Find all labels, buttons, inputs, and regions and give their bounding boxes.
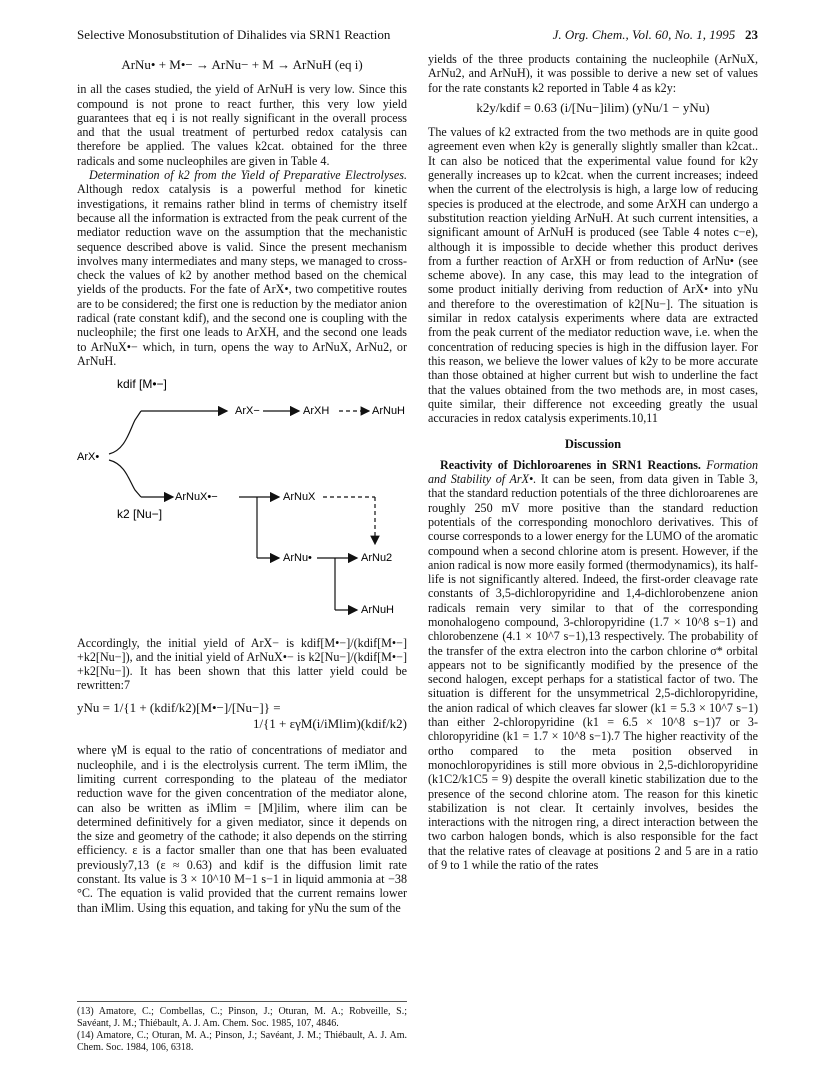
footnote-13: (13) Amatore, C.; Combellas, C.; Pinson, J.; Oturan, M. A.; Robveille, S.; Savéant, J. M.; Thiébault, A. J. Am. Chem. Soc. 1985, 107, 4846. <box>77 1006 407 1029</box>
right-column <box>428 52 758 872</box>
run-in-heading: Determination of k2 from the Yield of Preparative Electrolyses. <box>89 168 407 183</box>
paragraph <box>77 168 407 368</box>
equation-ynu: yNu = 1/{1 + (kdif/k2)[M•−]/[Nu−]} = <box>77 699 281 715</box>
page-number: 23 <box>745 27 758 42</box>
left-column <box>77 52 407 915</box>
scheme-arnuh-top: ArNuH <box>372 405 406 418</box>
footnotes <box>77 1001 407 1054</box>
section-title: Discussion <box>564 437 622 452</box>
scheme-branch-down <box>109 460 141 497</box>
scheme-arnu-radical: ArNu• <box>283 552 312 565</box>
paragraph-text: It can be seen, from data given in Table 3, that the standard reduction potentials of the three dichloroarenes are roughly 250 mV more positive than the standard reduction potentials of the corresponding monochloro derivatives. This of course corresponds to a lower energy for the LUMO of the aromatic compound when a second chlorine atom is present. However, if the anion radical is now more easily formed (thermodynamics), its half-life is not significantly altered. Indeed, the first-order cleavage rate constants of 3,5-dichloropyridine and 1,4-dichlorobenzene anion radicals remain very similar to that of the corresponding monohalogeno compound, 3-chloropyridine (1.7 × 10^8 s−1) and chlorobenzene (4.1 × 10^7 s−1),13 respectively. The probability of the transfer of the extra electron into the carbon chlorine σ* orbital appears not to be significantly modified by the presence of the second halogen, except perhaps for a statistical factor of two. The situation is different for the unsymmetrical 2,5-dichloropyridine, the anion radical of which cleaves far slower (k1 = 5.3 × 10^7 s−1) than either 2-chloropyridine (k1 = 6.5 × 10^8 s−1)7 or 3-chloropyridine (k1 = 1.7 × 10^8 s−1).7 The higher reactivity of the ortho compared to the meta position observed in monochloropyridines is still more obvious in 2,5-dichloropyridine (k1C2/k1C5 = 9) despite the overall kinetic stabilization due to the presence of the second chlorine atom. The reason for this kinetic stabilization is not clear. It certainly involves, besides the interactions with the nitrogen ring, a direct interaction between the two carbon halogen bonds, which is also responsible for the fact that the relative rates of cleavage at positions 2 and 5 are in a ratio of 9 to 1 while the ratio of the rates <box>428 472 759 873</box>
scheme-arnu2: ArNu2 <box>361 552 393 565</box>
paragraph: in all the cases studied, the yield of ArNuH is very low. Since this compound is not prone to react further, this very low yield guarantees that eq i is not really significant in the overall process and that the usual treatment of perturbed redox catalysis can therefore be applied. The values k2cat. obtained for the three radicals and some nucleophiles are given in Table 4. <box>77 82 407 168</box>
scheme-arnux-anion: ArNuX•− <box>175 491 218 504</box>
paragraph: Accordingly, the initial yield of ArX− is kdif[M•−]/(kdif[M•−] +k2[Nu−]), and the initial yield of ArNuX•− is k2[Nu−]/(kdif[M•−] +k2[Nu−]). It has been shown that this latter yield could be rewritten:7 <box>77 635 407 693</box>
reaction-scheme-svg <box>77 376 407 626</box>
scheme-arnuh-bottom: ArNuH <box>361 604 395 617</box>
running-header-journal <box>553 27 758 43</box>
footnote-14: (14) Amatore, C.; Oturan, M. A.; Pinson, J.; Savéant, J. M.; Thiébault, A. J. Am. Chem. Soc. 1984, 106, 6318. <box>77 1030 407 1053</box>
paragraph-text: Although redox catalysis is a powerful method for kinetic investigations, it remains rather blind in terms of chemistry itself because all the information is extracted from the peak current of the mediator reduction wave on the assumption that the mechanistic sequence described above is valid. Since the present mechanism involves many intermediates and many steps, we managed to cross-check the values of k2 by another method based on the chemical yields of the products. For the fate of ArX•, two competitive routes are to be considered; the first one is reduction by the mediator anion radical (rate constant kdif), and the second one is coupling with the nucleophile; the first one leads to ArXH, and the second one leads to ArNuX•− which, in turn, opens the way to ArNuX, ArNu2, or ArNuH. <box>77 182 407 368</box>
paragraph: yields of the three products containing the nucleophile (ArNuX, ArNu2, and ArNuH), it was possible to derive a new set of values for the rate constants k2 reported in Table 4 as k2y: <box>428 52 758 95</box>
scheme-arx-radical: ArX• <box>77 451 100 464</box>
reaction-scheme <box>77 376 407 629</box>
paragraph: where γM is equal to the ratio of concentrations of mediator and nucleophile, and i is the electrolysis current. The term iMlim, the limiting current corresponding to the plateau of the mediator reduction wave for the given concentration of the mediator alone, can also be written as iMlim = [M]ilim, where ilim can be determined definitively for a given mediator, since it depends on the size and geometry of the cathode; it also depends on the stirring efficiency. ε is a factor smaller than one that has been evaluated previously7,13 (ε ≈ 0.63) and kdif is the diffusion limit rate constant. Its value is 3 × 10^10 M−1 s−1 in liquid ammonia at −38 °C. The equation is valid provided that the current remains lower than iMlim. Using this equation, and taking for yNu the sum of the <box>77 743 407 915</box>
journal-citation: J. Org. Chem., Vol. 60, No. 1, 1995 <box>552 27 736 42</box>
scheme-kdif-label: kdif [M•−] <box>117 377 167 392</box>
equation-i: ArNu• + M•− → ArNu− + M → ArNuH (eq i) <box>121 57 363 72</box>
scheme-k2-label: k2 [Nu−] <box>117 507 163 522</box>
run-in-heading: Reactivity of Dichloroarenes in SRN1 Reactions. <box>440 457 701 472</box>
paragraph <box>428 458 758 873</box>
scheme-branch-up <box>109 411 141 454</box>
scheme-arx-anion: ArX− <box>235 405 260 418</box>
running-header-title: Selective Monosubstitution of Dihalides via SRN1 Reaction <box>77 27 391 42</box>
scheme-arnux: ArNuX <box>283 491 316 504</box>
equation-ynu-continued: 1/{1 + εγM(i/iMlim)(kdif/k2) <box>252 716 407 732</box>
equation-k2y: k2y/kdif = 0.63 (i/[Nu−]ilim) (yNu/1 − yNu) <box>476 99 710 115</box>
run-in-subheading: Formation and Stability of ArX•. <box>428 457 758 487</box>
scheme-arxh: ArXH <box>303 405 330 418</box>
paragraph: The values of k2 extracted from the two methods are in quite good agreement even when k2y is generally slightly smaller than k2cat.. It can also be noticed that the experimental value found for k2y generally increases up to k2cat. when the current increases; indeed when the current of the electrolysis is high, a large low of reducing species is produced at the electrode, and some ArXH can undergo a substitution reaction yielding ArNuH. At such current intensities, a significant amount of ArNuH is produced (see Table 4 notes c−e), although it is impossible to decide whether this product derives from a further reaction of ArXH or from reduction of ArNu• (see scheme above). In any case, this may lead to the integration of some product initially deriving from reduction of ArX• into yNu and therefore to the overestimation of k2[Nu−]. The situation is similar in redox catalysis experiments where data are extracted from the peak current of the mediator reduction wave, i.e. when the concentration of reducing species is high in the diffusion layer. For this reason, we believe the lower values of k2y to be more accurate than those obtained at higher current but wish to underline the fact that the values obtained from the two methods are, in most cases, quite similar, their difference not exceeding greatly the usual accuracies in redox catalysis experiments.10,11 <box>428 125 758 426</box>
